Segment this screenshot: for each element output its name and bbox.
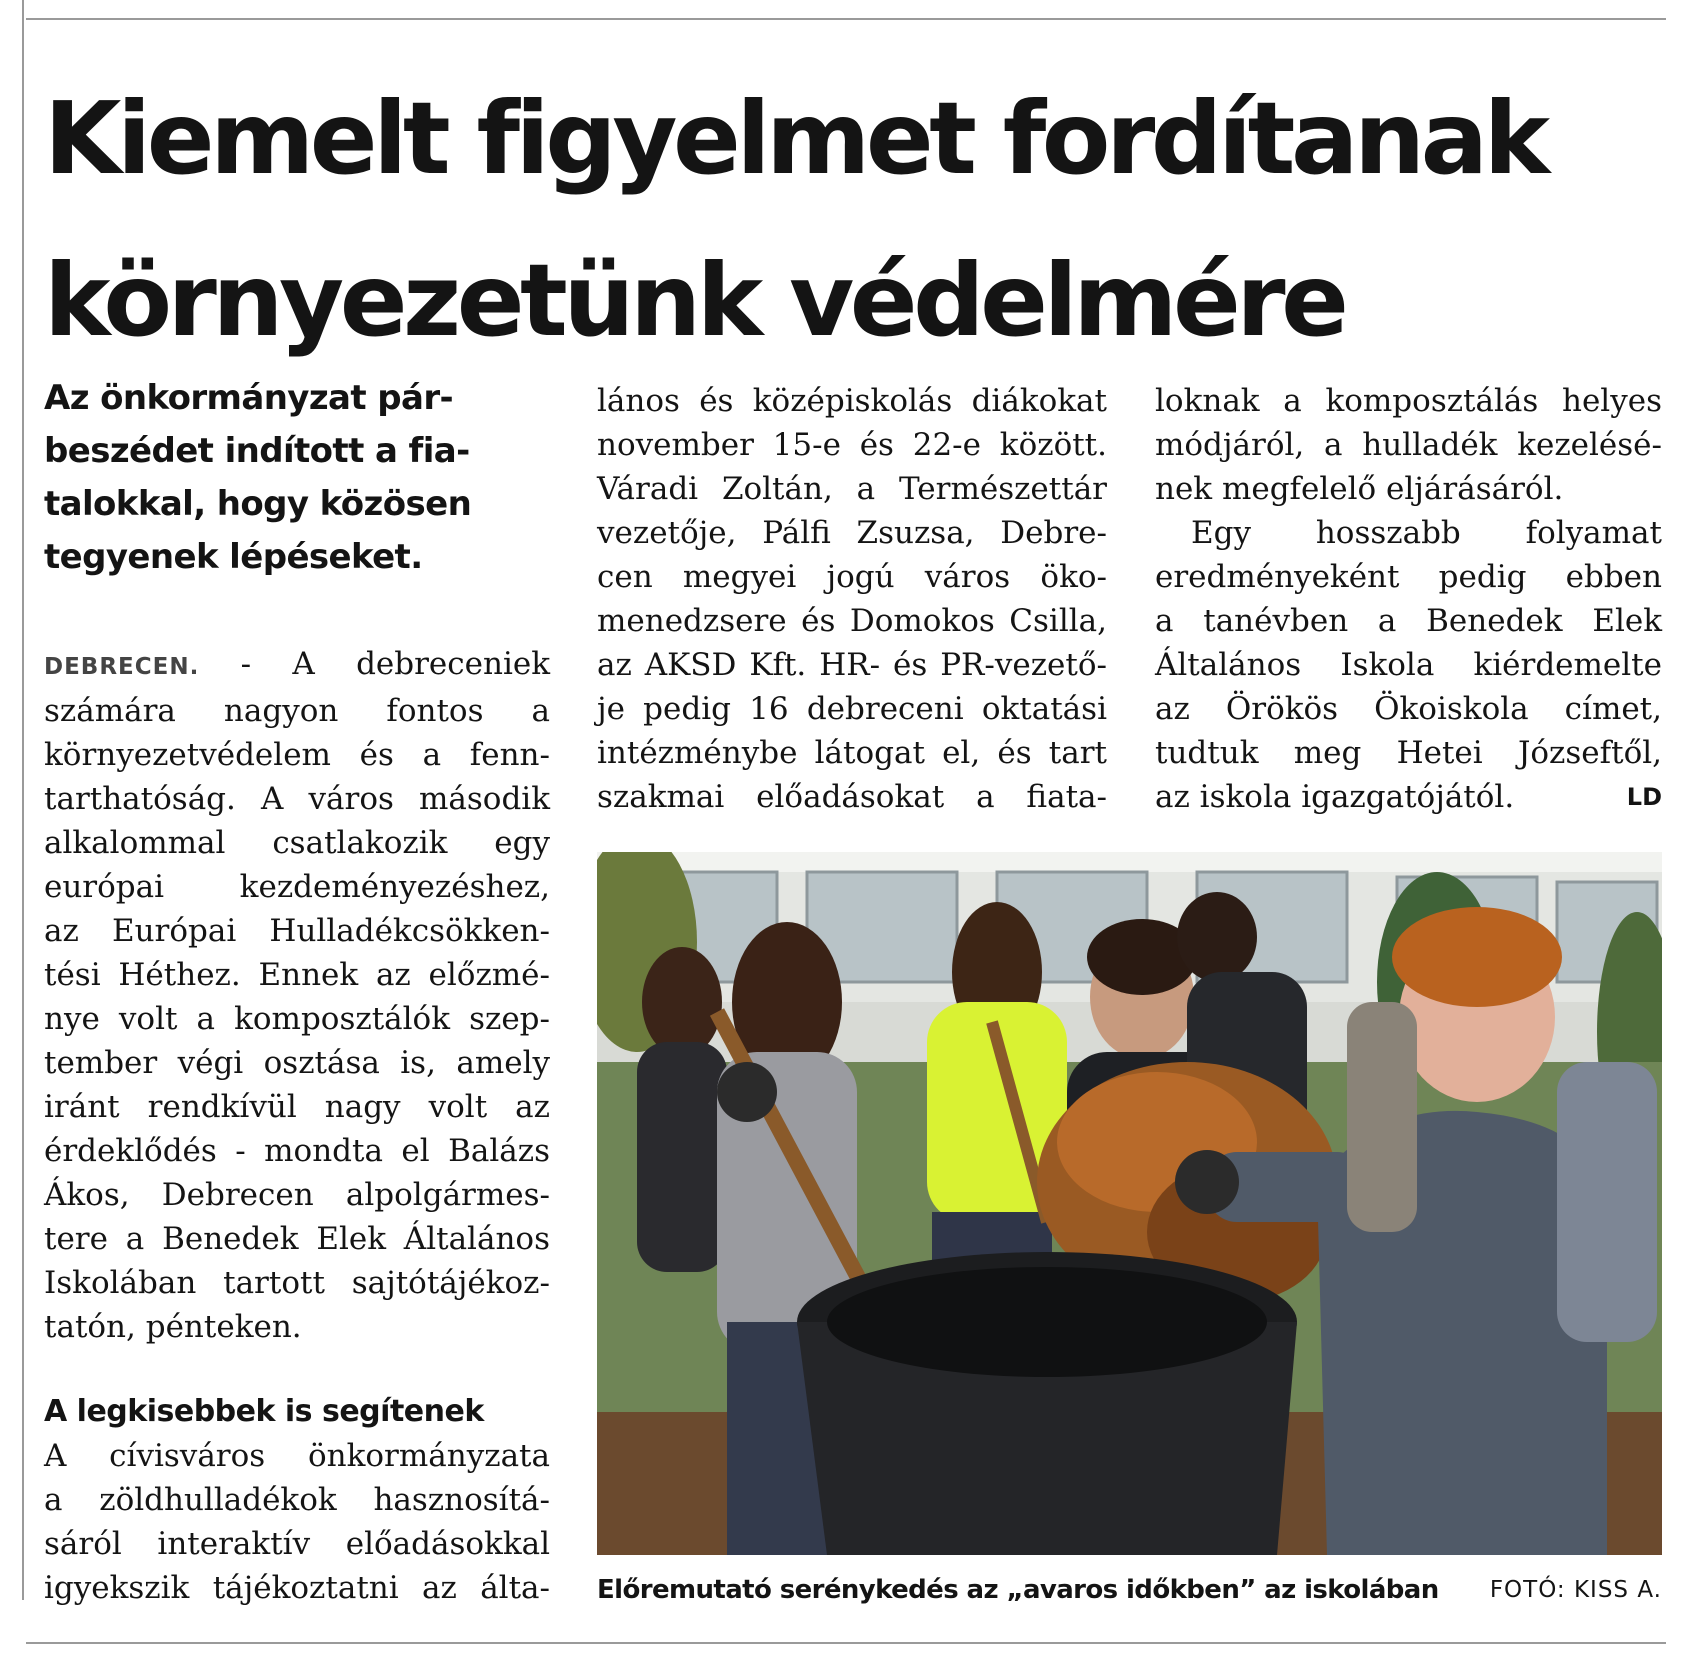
body-line: tarthatóság. A város második xyxy=(44,781,550,817)
body-line: tudtuk meg Hetei Józseftől, xyxy=(1155,735,1662,771)
body-line: nek megfelelő eljárásáról. xyxy=(1155,471,1564,507)
body-line: Iskolában tartott sajtótájékoz- xyxy=(44,1265,550,1301)
body-line: intézménybe látogat el, és tart xyxy=(597,735,1107,771)
body-line: vezetője, Pálfi Zsuzsa, Debre- xyxy=(597,515,1107,551)
column-2 xyxy=(597,379,1107,819)
column-1 xyxy=(44,642,550,1349)
lead-paragraph xyxy=(44,372,544,584)
lead-line: talokkal, hogy közösen xyxy=(44,484,472,524)
dateline: DEBRECEN. xyxy=(44,654,200,680)
body-line: az iskola igazgatójától. LD xyxy=(1155,775,1662,819)
photo-caption xyxy=(597,1570,1662,1610)
body-line: az Európai Hulladékcsökken- xyxy=(44,913,550,949)
photo-illustration xyxy=(597,852,1662,1555)
body-line: A cívisváros önkormányzata xyxy=(44,1438,550,1474)
body-line: je pedig 16 debreceni oktatási xyxy=(597,691,1107,727)
body-line: tatón, pénteken. xyxy=(44,1309,302,1345)
column-3 xyxy=(1155,379,1662,819)
body-line: a zöldhulladékok hasznosítá- xyxy=(44,1482,550,1518)
body-line: iránt rendkívül nagy volt az xyxy=(44,1089,550,1125)
subhead: A legkisebbek is segítenek xyxy=(44,1394,484,1429)
body-line: a tanévben a Benedek Elek xyxy=(1155,603,1662,639)
photo-credit: FOTÓ: KISS A. xyxy=(1489,1577,1662,1603)
author-signature: LD xyxy=(1626,783,1662,811)
body-line: menedzsere és Domokos Csilla, xyxy=(597,603,1107,639)
body-line: DEBRECEN. - A debreceniek xyxy=(44,646,550,682)
headline-line-2: környezetünk védelmére xyxy=(44,242,1345,359)
body-line: loknak a komposztálás helyes xyxy=(1155,383,1662,419)
body-line: igyekszik tájékoztatni az álta- xyxy=(44,1570,550,1606)
bottom-rule xyxy=(26,1642,1666,1644)
body-line: számára nagyon fontos a xyxy=(44,693,550,729)
headline xyxy=(44,58,1664,382)
lead-line: tegyenek lépéseket. xyxy=(44,537,423,577)
caption-text: Előremutató serénykedés az „avaros időkben” az iskolában xyxy=(597,1575,1439,1605)
body-line: módjáról, a hulladék kezelésé- xyxy=(1155,427,1662,463)
body-line: tere a Benedek Elek Általános xyxy=(44,1221,550,1257)
body-line: alkalommal csatlakozik egy xyxy=(44,825,550,861)
body-line: az AKSD Kft. HR- és PR-vezető- xyxy=(597,647,1107,683)
body-line: Egy hosszabb folyamat xyxy=(1191,515,1662,551)
body-line: tési Héthez. Ennek az előzmé- xyxy=(44,957,550,993)
left-rule xyxy=(22,0,24,1600)
body-line: nye volt a komposztálók szep- xyxy=(44,1001,550,1037)
body-line: érdeklődés - mondta el Balázs xyxy=(44,1133,550,1169)
body-line: az Örökös Ökoiskola címet, xyxy=(1155,691,1662,727)
body-line: Ákos, Debrecen alpolgármes- xyxy=(44,1177,550,1213)
body-line: környezetvédelem és a fenn- xyxy=(44,737,550,773)
body-line: cen megyei jogú város öko- xyxy=(597,559,1107,595)
article-photo xyxy=(597,852,1662,1555)
lead-line: beszédet indított a fia- xyxy=(44,431,470,471)
body-line: eredményeként pedig ebben xyxy=(1155,559,1662,595)
body-line: szakmai előadásokat a fiata- xyxy=(597,779,1107,815)
top-rule xyxy=(26,18,1666,20)
body-line: lános és középiskolás diákokat xyxy=(597,383,1107,419)
body-line: november 15-e és 22-e között. xyxy=(597,427,1107,463)
lead-line: Az önkormányzat pár- xyxy=(44,378,454,418)
body-line: Váradi Zoltán, a Természettár xyxy=(597,471,1107,507)
body-line: sáról interaktív előadásokkal xyxy=(44,1526,550,1562)
body-line: tember végi osztása is, amely xyxy=(44,1045,550,1081)
headline-line-1: Kiemelt figyelmet fordítanak xyxy=(44,80,1546,197)
body-line: európai kezdeményezéshez, xyxy=(44,869,550,905)
body-line: Általános Iskola kiérdemelte xyxy=(1155,647,1662,683)
column-1-lower xyxy=(44,1390,550,1610)
